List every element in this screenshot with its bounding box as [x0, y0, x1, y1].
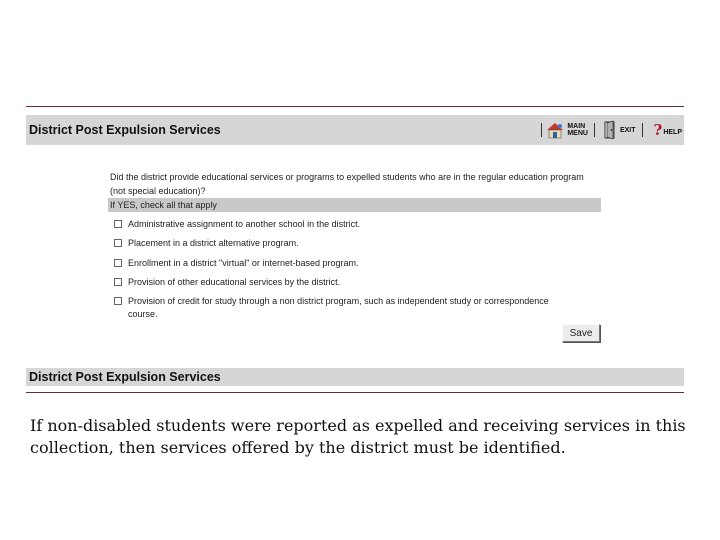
option-checkbox[interactable]: [114, 220, 122, 228]
option-alternative-program: [114, 237, 568, 250]
option-label: Enrollment in a district "virtual" or internet-based program.: [128, 258, 359, 268]
yes-instruction: If YES, check all that apply: [108, 198, 601, 212]
exit-label: EXIT: [619, 126, 636, 134]
option-label: Placement in a district alternative program.: [128, 238, 299, 248]
exit-door-icon: [604, 120, 618, 140]
option-label: Provision of credit for study through a non district program, such as independent study or correspondence course.: [128, 296, 549, 319]
bottom-divider: [26, 392, 684, 393]
page-title: District Post Expulsion Services: [29, 123, 221, 137]
help-icon: ?: [653, 121, 663, 139]
nav-separator: [594, 123, 595, 137]
main-menu-label-line1: MAIN: [567, 123, 586, 130]
nav-toolbar: [538, 118, 682, 142]
header-bar: [26, 115, 684, 145]
option-label: Administrative assignment to another school in the district.: [128, 219, 361, 229]
option-non-district-credit: [114, 295, 568, 321]
footer-title: District Post Expulsion Services: [29, 370, 221, 384]
option-checkbox[interactable]: [114, 239, 122, 247]
option-administrative-assignment: [114, 218, 568, 231]
exit-button[interactable]: [604, 120, 636, 140]
option-checkbox[interactable]: [114, 278, 122, 286]
footer-bar: [26, 368, 684, 386]
main-menu-label-line2: MENU: [567, 130, 588, 137]
help-label: HELP: [663, 128, 682, 136]
nav-separator: [541, 123, 542, 137]
slide-caption: If non-disabled students were reported as expelled and receiving services in this collection, then services offered by the district must be identified.: [30, 416, 686, 457]
option-checkbox[interactable]: [114, 297, 122, 305]
option-other-services: [114, 276, 568, 289]
question-text: Did the district provide educational services or programs to expelled students who are in the regular education program (not special education)?: [110, 172, 584, 196]
nav-separator: [642, 123, 643, 137]
top-divider: [26, 106, 684, 107]
home-icon: [545, 120, 565, 140]
option-virtual-program: [114, 257, 568, 270]
help-button[interactable]: [654, 122, 682, 138]
main-menu-button[interactable]: [545, 120, 588, 140]
option-checkbox[interactable]: [114, 259, 122, 267]
option-label: Provision of other educational services by the district.: [128, 277, 341, 287]
save-button[interactable]: Save: [562, 324, 600, 342]
